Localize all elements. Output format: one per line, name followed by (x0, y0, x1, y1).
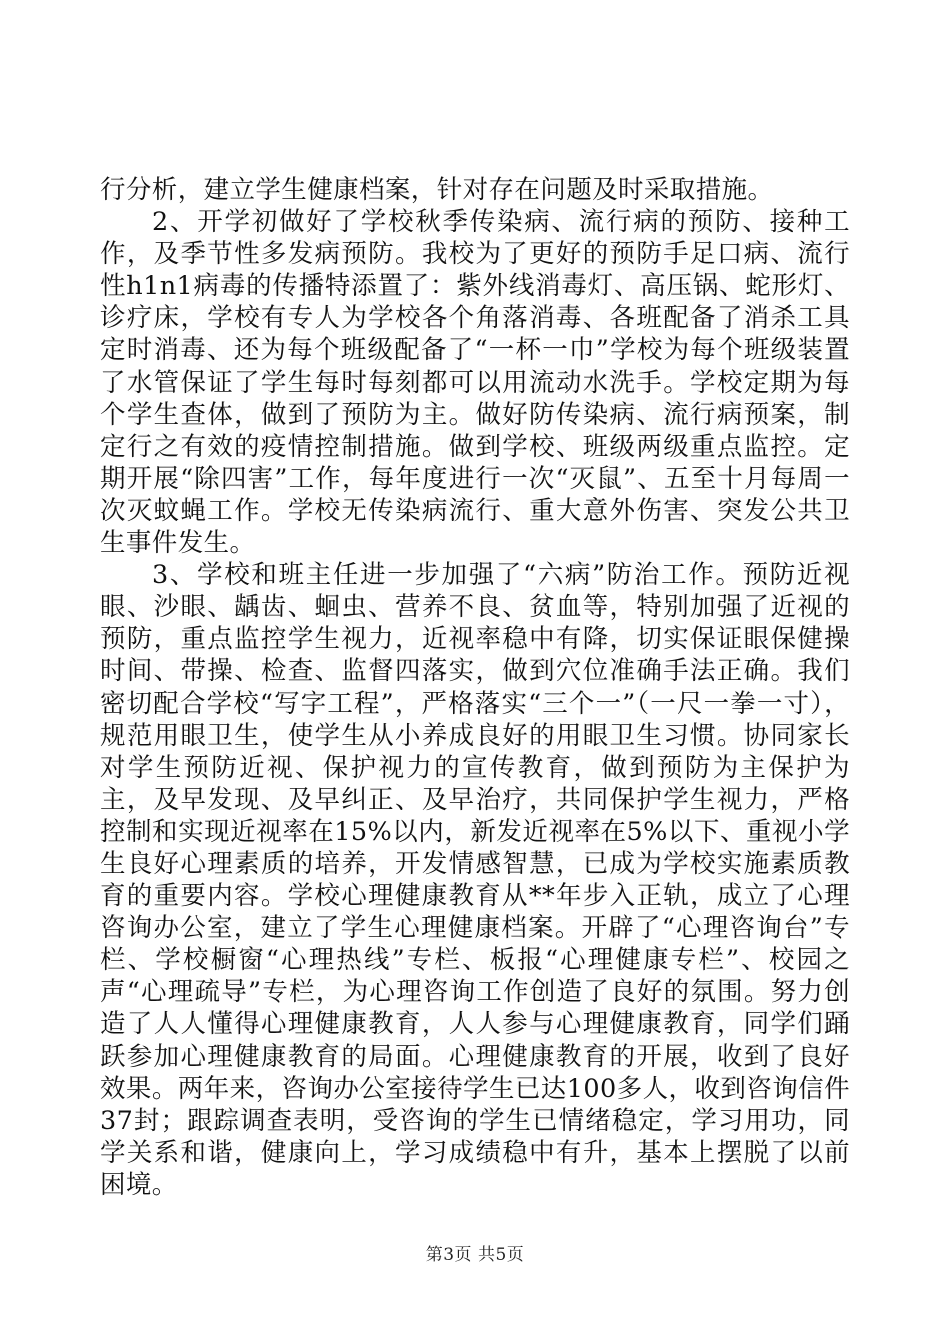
page-number-footer: 第3页 共5页 (425, 1245, 525, 1265)
paragraph-item-3: 3、学校和班主任进一步加强了“六病”防治工作。预防近视眼、沙眼、龋齿、蛔虫、营养不良、贫血等，特别加强了近视的预防，重点监控学生视力，近视率稳中有降，切实保证眼保健操时间、带操、检查、监督四落实，做到穴位准确手法正确。我们密切配合学校“写字工程”，严格落实“三个一”（一尺一拳一寸），规范用眼卫生，使学生从小养成良好的用眼卫生习惯。协同家长对学生预防近视、保护视力的宣传教育，做到预防为主保护为主，及早发现、及早纠正、及早治疗，共同保护学生视力，严格控制和实现近视率在15%以内，新发近视率在5%以下、重视小学生良好心理素质的培养，开发情感智慧，已成为学校实施素质教育的重要内容。学校心理健康教育从**年步入正轨，成立了心理咨询办公室，建立了学生心理健康档案。开辟了“心理咨询台”专栏、学校橱窗“心理热线”专栏、板报“心理健康专栏”、校园之声“心理疏导”专栏，为心理咨询工作创造了良好的氛围。努力创造了人人懂得心理健康教育，人人参与心理健康教育，同学们踊跃参加心理健康教育的局面。心理健康教育的开展，收到了良好效果。两年来，咨询办公室接待学生已达100多人，收到咨询信件37封；跟踪调查表明，受咨询的学生已情绪稳定，学习用功，同学关系和谐，健康向上，学习成绩稳中有升，基本上摆脱了以前困境。 (100, 560, 850, 1200)
paragraph-item-2: 2、开学初做好了学校秋季传染病、流行病的预防、接种工作，及季节性多发病预防。我校为了更好的预防手足口病、流行性h1n1病毒的传播特添置了：紫外线消毒灯、高压锅、蛇形灯、诊疗床，学校有专人为学校各个角落消毒、各班配备了消杀工具定时消毒、还为每个班级配备了“一杯一巾”学校为每个班级装置了水管保证了学生每时每刻都可以用流动水洗手。学校定期为每个学生查体，做到了预防为主。做好防传染病、流行病预案，制定行之有效的疫情控制措施。做到学校、班级两级重点监控。定期开展“除四害”工作，每年度进行一次“灭鼠”、五至十月每周一次灭蚊蝇工作。学校无传染病流行、重大意外伤害、突发公共卫生事件发生。 (100, 207, 850, 559)
paragraph-continuation: 行分析，建立学生健康档案，针对存在问题及时采取措施。 (100, 175, 774, 205)
document-body (100, 174, 850, 1201)
